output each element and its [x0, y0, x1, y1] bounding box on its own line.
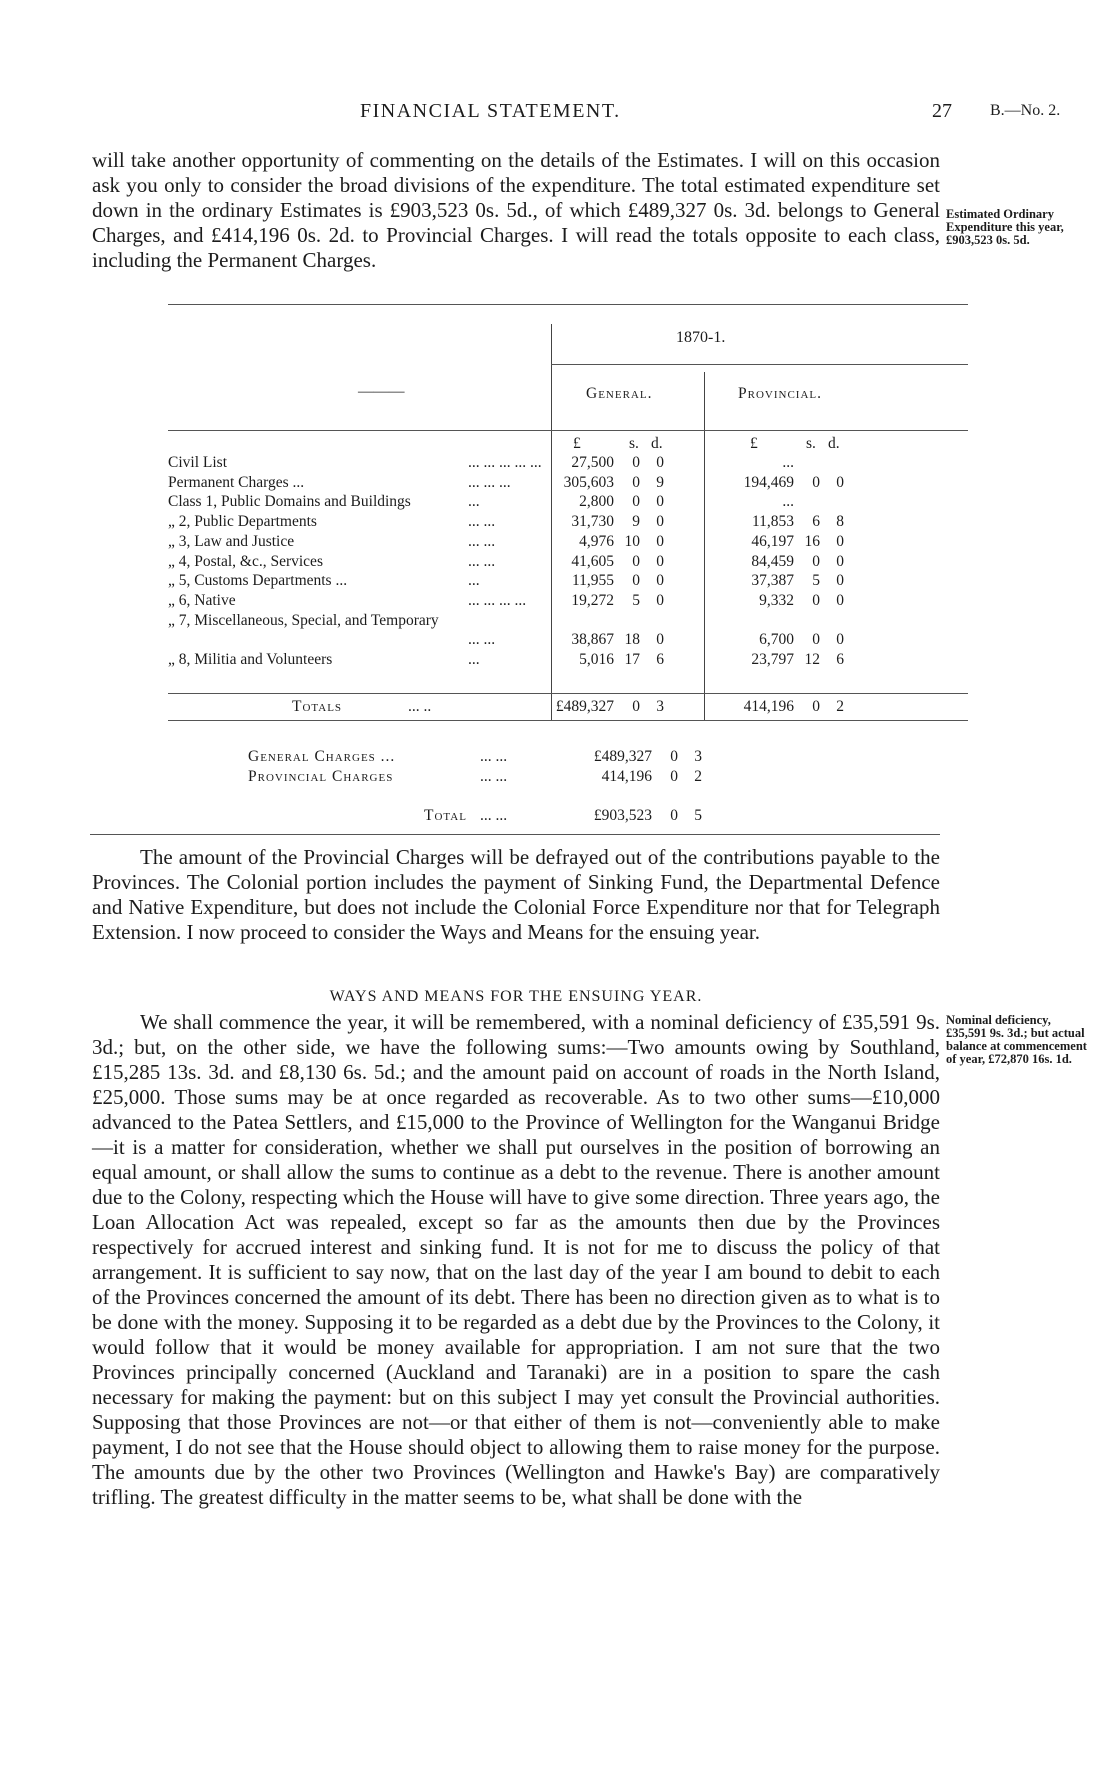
row-general-shillings: 17: [624, 651, 640, 668]
page-number: 27: [932, 100, 952, 122]
summary-provincial-dots: ... ...: [480, 768, 508, 785]
totals-dots: ... ..: [408, 698, 432, 715]
row-provincial-pence: 0: [836, 532, 844, 550]
row-dots: ...: [468, 572, 480, 590]
row-provincial-pence: 8: [836, 513, 844, 531]
grand-total-shillings: 0: [670, 807, 678, 824]
row-general-pounds: 27,500: [571, 454, 614, 471]
paragraph-provincial-charges-text: The amount of the Provincial Charges will be defrayed out of the contributions payable to the Provinces. The Colonial portion includes the payment of Sinking Fund, the Departmental Defence and Native Expenditure, but does not include the Colonial Force Expenditure nor that for Telegraph Extension. I now proceed to consider the Ways and Means for the ensuing year.: [92, 845, 940, 944]
row-general-shillings: 9: [632, 513, 640, 531]
row-general-pence: 9: [656, 473, 664, 491]
unit-pound-provincial: £: [750, 435, 758, 452]
row-label: „ 2, Public Departments: [168, 513, 317, 531]
unit-s-general: s.: [629, 435, 639, 452]
unit-s-provincial: s.: [806, 435, 816, 452]
row-general-pounds: 38,867: [571, 631, 614, 649]
table-blank-header: ———: [358, 383, 405, 400]
totals-provincial-shillings: 0: [812, 698, 820, 715]
row-dots: ... ... ... ...: [468, 591, 527, 609]
page-title: FINANCIAL STATEMENT.: [360, 100, 621, 122]
header-bottom-rule: [168, 430, 968, 431]
row-provincial-pounds: 46,197: [751, 532, 794, 550]
row-provincial-pence: 0: [836, 591, 844, 609]
paragraph-ways-and-means-text: We shall commence the year, it will be remembered, with a nominal deficiency of £35,591 9s. 3d.; but, on the other side, we have the following sums:—Two amounts owing by Southland, £15,285 13s. 3d. and £8,130 6s. 5d.; and the amount paid on account of roads in the North Island, £25,000. Those sums may be at once regarded as recoverable. As to two other sums—£10,000 advanced to the Patea Settlers, and £15,000 to the Province of Wellington for the Wanganui Bridge—it is a matter for consideration, whether we shall put ourselves in the position of borrowing an equal amount, or shall allow the sums to continue as a debt to the revenue. There is another amount due to the Colony, respecting which the House will have to give some direction. Three years ago, the Loan Allocation Act was repealed, except so far as the amounts then due by the Provinces respectively for accrued interest and sinking fund. It is not for me to discuss the policy of that arrangement. It is sufficient to say now, that on the last day of the year I am bound to debit to each of the Provinces concerned the amount of its debt. There has been no direction given as to what is to be done with the money. Supposing it to be regarded as a debt due by the Provinces to the Colony, it would follow that it would be money available for appropriation. I am not sure that the two Provinces principally concerned (Auckland and Taranaki) are in a position to spare the cash necessary for making the payment: but on this subject I may yet consult the Provincial authorities. Supposing that those Provinces are not—or that either of them is not—conveniently able to make payment, I do not see that the House should object to allowing them to raise money for the purpose. The amounts due by the other two Provinces (Wellington and Hawke's Bay) are comparatively trifling. The greatest difficulty in the matter seems to be, what shall be done with the: [92, 1010, 940, 1509]
summary-provincial-pounds: 414,196: [601, 768, 652, 785]
row-dots: ...: [468, 651, 480, 668]
totals-general-shillings: 0: [632, 698, 640, 715]
row-general-pounds: 41,605: [571, 552, 614, 570]
page-header: [92, 100, 1082, 130]
row-dots: ... ...: [468, 552, 496, 570]
expenditure-table: [168, 304, 968, 844]
row-provincial-pounds: 11,853: [751, 513, 794, 531]
paragraph-ways-and-means: [92, 1010, 940, 1510]
section-rule: [90, 834, 940, 835]
row-dots: ... ... ...: [468, 473, 511, 491]
row-general-shillings: 0: [632, 473, 640, 491]
paragraph-provincial-charges: [92, 845, 940, 945]
summary-general-pence: 3: [694, 748, 702, 765]
row-label: „ 4, Postal, &c., Services: [168, 552, 323, 570]
row-provincial-pounds: 84,459: [751, 552, 794, 570]
grand-total-dots: ... ...: [480, 807, 508, 824]
row-general-shillings: 5: [632, 591, 640, 609]
row-provincial-pounds: 37,387: [751, 572, 794, 590]
row-label: „ 8, Militia and Volunteers: [168, 651, 333, 668]
summary-general-pounds: £489,327: [593, 748, 652, 765]
row-general-pence: 0: [656, 532, 664, 550]
col-general-header: General.: [586, 385, 653, 402]
row-general-pounds: 31,730: [571, 513, 614, 531]
row-provincial-pence: 6: [836, 651, 844, 668]
row-provincial-pounds: ...: [782, 493, 794, 511]
row-general-pence: 0: [656, 631, 664, 649]
summary-provincial-shillings: 0: [670, 768, 678, 785]
row-dots: ... ...: [468, 532, 496, 550]
row-dots: ... ...: [468, 513, 496, 531]
intro-paragraph-text: will take another opportunity of commenting on the details of the Estimates. I will on this occasion ask you only to consider the broad divisions of the expenditure. The total estimated expenditure set down in the ordinary Estimates is £903,523 0s. 5d., of which £489,327 0s. 3d. belongs to General Charges, and £414,196 0s. 2d. to Provincial Charges. I will read the totals opposite to each class, including the Permanent Charges.: [92, 148, 940, 272]
row-label: Permanent Charges ...: [168, 473, 305, 491]
row-provincial-pounds: 23,797: [751, 651, 794, 668]
row-label: „ 5, Customs Departments ...: [168, 572, 348, 590]
summary-provincial-label: Provincial Charges: [248, 768, 394, 785]
row-general-pence: 0: [656, 454, 664, 471]
row-provincial-pounds: 194,469: [743, 473, 794, 491]
margin-note-deficiency: Nominal deficiency, £35,591 9s. 3d.; but actual balance at commencement of year, £72,870 16s. 1d.: [946, 1013, 1087, 1066]
grand-total-label: Total: [424, 807, 467, 824]
row-provincial-pence: 0: [836, 552, 844, 570]
row-provincial-pence: 0: [836, 572, 844, 590]
row-dots: ...: [468, 493, 480, 511]
row-label: „ 6, Native: [168, 591, 236, 609]
row-general-shillings: 0: [632, 454, 640, 471]
summary-provincial-pence: 2: [694, 768, 702, 785]
row-general-shillings: 10: [624, 532, 640, 550]
totals-bottom-rule: [168, 720, 968, 721]
row-label: Civil List: [168, 454, 227, 471]
summary-general-dots: ... ...: [480, 748, 508, 765]
row-provincial-shillings: 16: [804, 532, 820, 550]
grand-total-pounds: £903,523: [593, 807, 652, 824]
totals-general-pounds: £489,327: [555, 698, 614, 715]
row-provincial-shillings: 0: [812, 552, 820, 570]
document-reference: B.—No. 2.: [990, 102, 1061, 119]
row-general-pence: 0: [656, 493, 664, 511]
unit-d-provincial: d.: [828, 435, 840, 452]
row-provincial-shillings: 5: [812, 572, 820, 590]
totals-label: Totals: [292, 698, 343, 715]
row-general-shillings: 0: [632, 552, 640, 570]
row-provincial-shillings: 0: [812, 631, 820, 649]
row-general-pounds: 11,955: [571, 572, 614, 590]
row-general-shillings: 18: [624, 631, 640, 649]
row-general-pence: 6: [656, 651, 664, 668]
row-general-pence: 0: [656, 552, 664, 570]
row-general-shillings: 0: [632, 493, 640, 511]
grand-total-pence: 5: [694, 807, 702, 824]
row-provincial-shillings: 0: [812, 591, 820, 609]
row-general-pence: 0: [656, 591, 664, 609]
row-provincial-pounds: 6,700: [759, 631, 794, 649]
summary-general-label: General Charges ...: [248, 748, 396, 765]
table-top-rule: [168, 304, 968, 305]
row-general-pounds: 19,272: [571, 591, 614, 609]
row-general-pounds: 305,603: [563, 473, 614, 491]
row-provincial-pounds: 9,332: [759, 591, 794, 609]
row-label: „ 3, Law and Justice: [168, 532, 295, 550]
year-rule: [551, 364, 968, 365]
table-year: 1870-1.: [676, 329, 726, 346]
margin-note-estimated: Estimated Ordinary Expenditure this year, £903,523 0s. 5d.: [946, 207, 1064, 247]
row-dots: ... ... ... ... ...: [468, 454, 542, 471]
totals-provincial-pounds: 414,196: [743, 698, 794, 715]
row-general-pence: 0: [656, 572, 664, 590]
col-provincial-header: Provincial.: [738, 385, 822, 402]
row-general-pounds: 4,976: [579, 532, 614, 550]
row-provincial-pence: 0: [836, 631, 844, 649]
row-provincial-shillings: 12: [804, 651, 820, 668]
summary-general-shillings: 0: [670, 748, 678, 765]
row-provincial-shillings: 0: [812, 473, 820, 491]
totals-provincial-pence: 2: [836, 698, 844, 715]
totals-general-pence: 3: [656, 698, 664, 715]
unit-d-general: d.: [651, 435, 663, 452]
totals-top-rule: [168, 693, 968, 694]
row-label: „ 7, Miscellaneous, Special, and Temporary: [168, 611, 439, 629]
row-provincial-pence: 0: [836, 473, 844, 491]
row-general-shillings: 0: [632, 572, 640, 590]
row-general-pounds: 2,800: [579, 493, 614, 511]
row-provincial-pounds: ...: [782, 454, 794, 471]
unit-pound-general: £: [573, 435, 581, 452]
row-general-pounds: 5,016: [579, 651, 614, 668]
section-heading: WAYS AND MEANS FOR THE ENSUING YEAR.: [329, 988, 703, 1005]
row-label: Class 1, Public Domains and Buildings: [168, 493, 411, 511]
row-general-pence: 0: [656, 513, 664, 531]
row-dots: ... ...: [468, 631, 496, 649]
intro-paragraph: [92, 148, 940, 273]
table-divider-mid: [704, 372, 705, 720]
row-provincial-shillings: 6: [812, 513, 820, 531]
